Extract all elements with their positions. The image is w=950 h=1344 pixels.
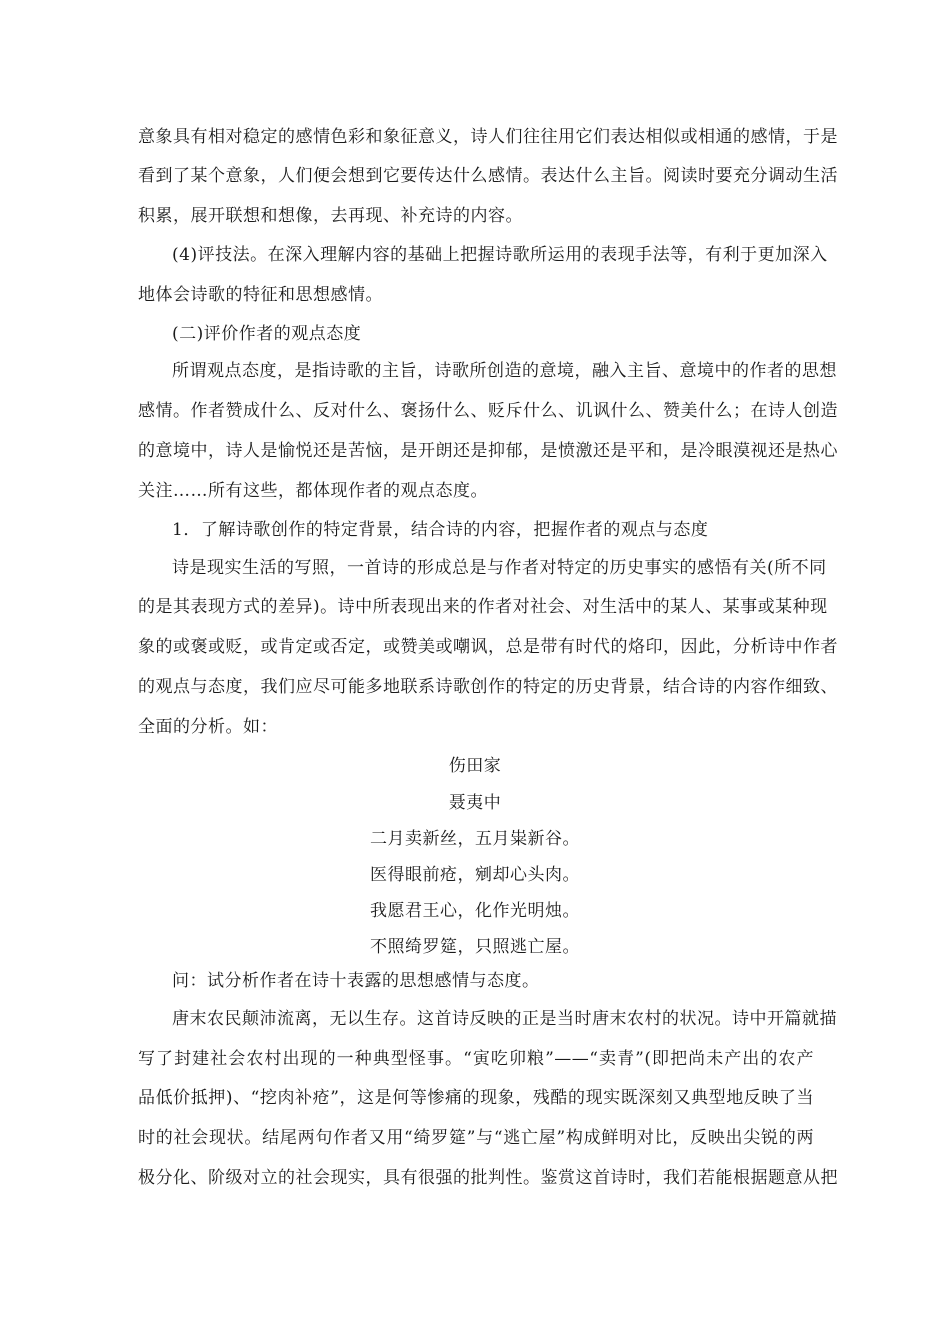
poem-title: 伤田家 [448, 756, 502, 776]
poem-line: 二月卖新丝，五月粜新谷。 [370, 829, 580, 849]
poem-line: 不照绮罗筵，只照逃亡屋。 [370, 937, 580, 957]
paragraph-3-line-2: 感情。作者赞成什么、反对什么、褒扬什么、贬斥什么、讥讽什么、赞美什么；在诗人创造 [138, 401, 838, 421]
subheading-1: 1．了解诗歌创作的特定背景，结合诗的内容，把握作者的观点与态度 [172, 520, 709, 540]
paragraph-3-line-1: 所谓观点态度，是指诗歌的主旨，诗歌所创造的意境，融入主旨、意境中的作者的思想 [172, 361, 837, 381]
poem-line: 我愿君王心，化作光明烛。 [370, 901, 580, 921]
paragraph-5-line-2: 写了封建社会农村出现的一种典型怪事。“寅吃卯粮”——“卖青”(即把尚未产出的农产 [138, 1049, 814, 1069]
paragraph-5-line-4: 时的社会现状。结尾两句作者又用“绮罗筵”与“逃亡屋”构成鲜明对比，反映出尖锐的两 [138, 1128, 814, 1148]
paragraph-4-line-1: 诗是现实生活的写照，一首诗的形成总是与作者对特定的历史事实的感悟有关(所不同 [172, 558, 827, 578]
poem-author: 聂夷中 [448, 793, 502, 813]
paragraph-4-line-4: 的观点与态度，我们应尽可能多地联系诗歌创作的特定的历史背景，结合诗的内容作细致、 [138, 677, 838, 697]
paragraph-5-line-1: 唐末农民颠沛流离，无以生存。这首诗反映的正是当时唐末农村的状况。诗中开篇就描 [172, 1009, 837, 1029]
paragraph-1-line-2: 看到了某个意象，人们便会想到它要传达什么感情。表达什么主旨。阅读时要充分调动生活 [138, 166, 838, 186]
poem-line: 医得眼前疮，剜却心头肉。 [370, 865, 580, 885]
paragraph-1-line-3: 积累，展开联想和想像，去再现、补充诗的内容。 [138, 206, 523, 226]
paragraph-2-line-2: 地体会诗歌的特征和思想感情。 [138, 285, 383, 305]
question: 问：试分析作者在诗十表露的思想感情与态度。 [172, 971, 540, 991]
section-heading: (二)评价作者的观点态度 [172, 324, 362, 344]
paragraph-1-line-1: 意象具有相对稳定的感情色彩和象征意义，诗人们往往用它们表达相似或相通的感情，于是 [138, 127, 838, 147]
paragraph-2-line-1: (4)评技法。在深入理解内容的基础上把握诗歌所运用的表现手法等，有利于更加深入 [172, 245, 828, 265]
paragraph-3-line-4: 关注……所有这些，都体现作者的观点态度。 [138, 481, 488, 501]
paragraph-3-line-3: 的意境中，诗人是愉悦还是苦恼，是开朗还是抑郁，是愤激还是平和，是冷眼漠视还是热心 [138, 441, 838, 461]
paragraph-5-line-3: 品低价抵押)、“挖肉补疮”，这是何等惨痛的现象，残酷的现实既深刻又典型地反映了当 [138, 1088, 814, 1108]
paragraph-4-line-2: 的是其表现方式的差异)。诗中所表现出来的作者对社会、对生活中的某人、某事或某种现 [138, 597, 828, 617]
paragraph-4-line-3: 象的或褒或贬，或肯定或否定，或赞美或嘲讽，总是带有时代的烙印，因此，分析诗中作者 [138, 637, 838, 657]
paragraph-4-line-5: 全面的分析。如： [138, 717, 278, 737]
paragraph-5-line-5: 极分化、阶级对立的社会现实，具有很强的批判性。鉴赏这首诗时，我们若能根据题意从把 [138, 1168, 838, 1188]
